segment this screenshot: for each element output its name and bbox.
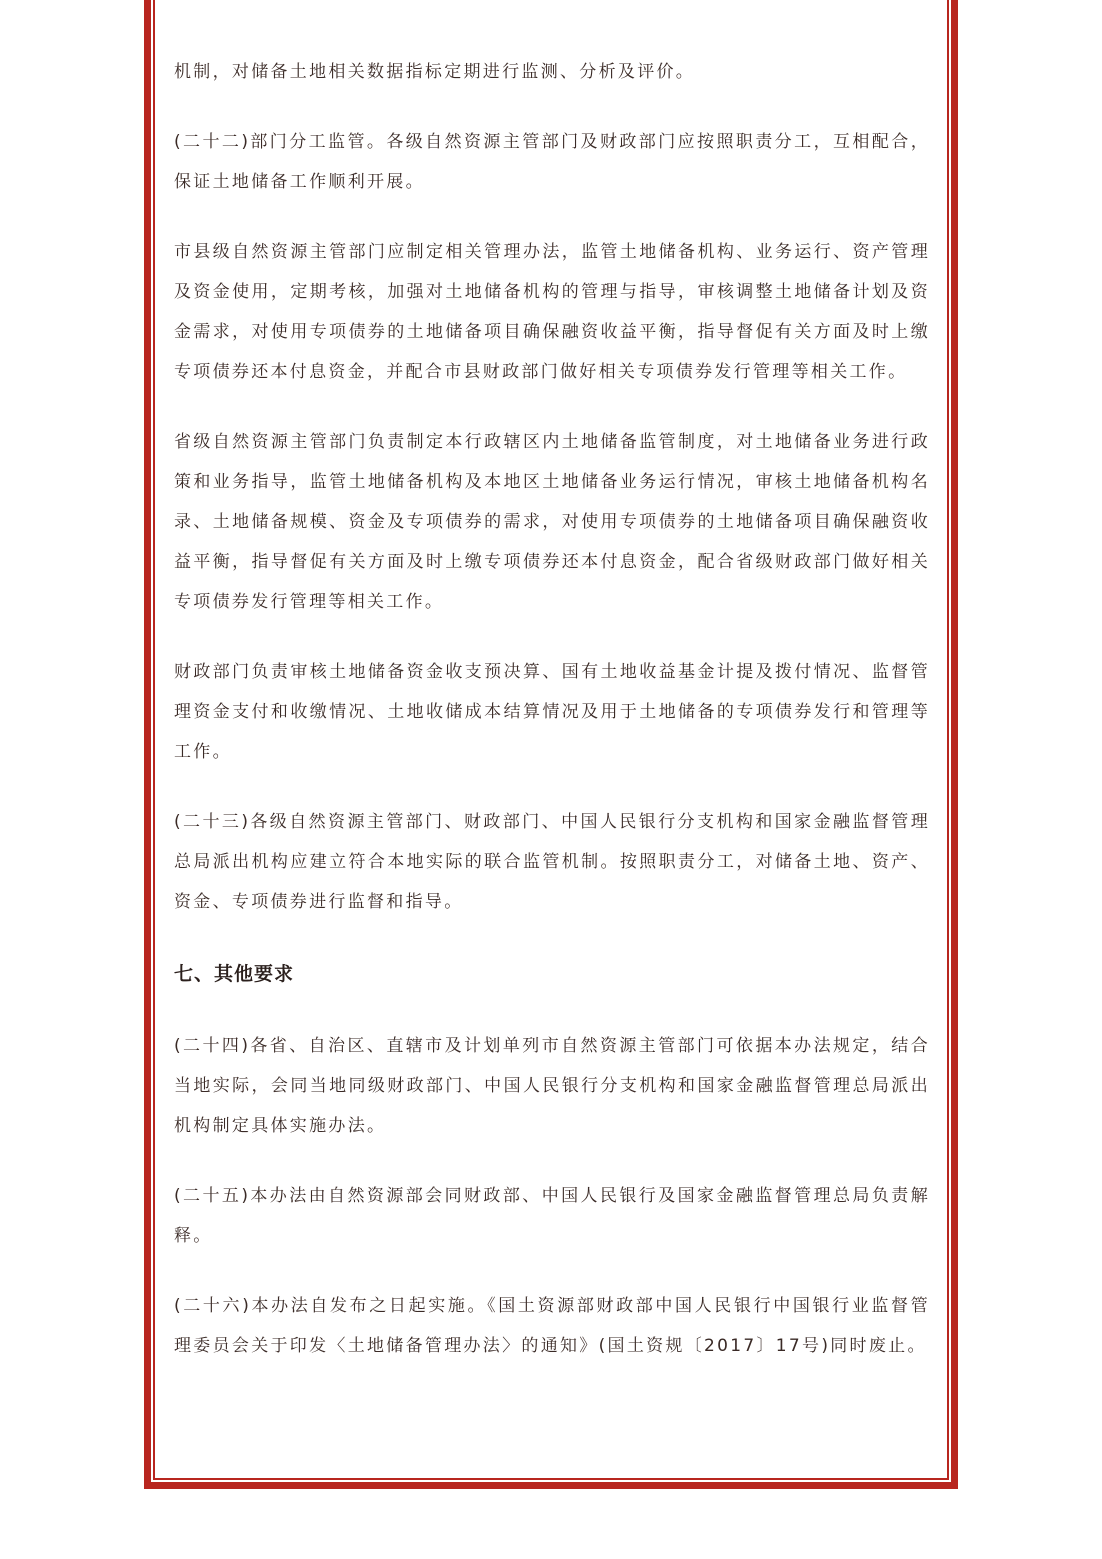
section-heading-other-requirements: 七、其他要求 bbox=[174, 963, 295, 985]
paragraph-24-local-implementation: (二十四)各省、自治区、直辖市及计划单列市自然资源主管部门可依据本办法规定，结合当地实际，会同当地同级财政部门、中国人民银行分支机构和国家金融监督管理总局派出机构制定具体实施办法。 bbox=[174, 1036, 930, 1136]
paragraph-22-department-supervision: (二十二)部门分工监管。各级自然资源主管部门及财政部门应按照职责分工，互相配合，保证土地储备工作顺利开展。 bbox=[174, 132, 930, 192]
paragraph-monitoring-continuation: 机制，对储备土地相关数据指标定期进行监测、分析及评价。 bbox=[174, 62, 696, 82]
paragraph-25-interpretation: (二十五)本办法由自然资源部会同财政部、中国人民银行及国家金融监督管理总局负责解释。 bbox=[174, 1186, 930, 1246]
paragraph-finance-department-duties: 财政部门负责审核土地储备资金收支预决算、国有土地收益基金计提及拨付情况、监督管理资金支付和收缴情况、土地收储成本结算情况及用于土地储备的专项债券发行和管理等工作。 bbox=[174, 662, 930, 762]
paragraph-26-effective-date: (二十六)本办法自发布之日起实施。《国土资源部财政部中国人民银行中国银行业监督管理委员会关于印发〈土地储备管理办法〉的通知》(国土资规〔2017〕17号)同时废止。 bbox=[174, 1296, 930, 1356]
document-body bbox=[174, 52, 930, 1366]
paragraph-county-level-duties: 市县级自然资源主管部门应制定相关管理办法，监管土地储备机构、业务运行、资产管理及资金使用，定期考核，加强对土地储备机构的管理与指导，审核调整土地储备计划及资金需求，对使用专项债券的土地储备项目确保融资收益平衡，指导督促有关方面及时上缴专项债券还本付息资金，并配合市县财政部门做好相关专项债券发行管理等相关工作。 bbox=[174, 242, 930, 382]
paragraph-23-joint-supervision: (二十三)各级自然资源主管部门、财政部门、中国人民银行分支机构和国家金融监督管理总局派出机构应建立符合本地实际的联合监管机制。按照职责分工，对储备土地、资产、资金、专项债券进行监督和指导。 bbox=[174, 812, 930, 912]
paragraph-provincial-duties: 省级自然资源主管部门负责制定本行政辖区内土地储备监管制度，对土地储备业务进行政策和业务指导，监管土地储备机构及本地区土地储备业务运行情况，审核土地储备机构名录、土地储备规模、资金及专项债券的需求，对使用专项债券的土地储备项目确保融资收益平衡，指导督促有关方面及时上缴专项债券还本付息资金，配合省级财政部门做好相关专项债券发行管理等相关工作。 bbox=[174, 432, 930, 612]
